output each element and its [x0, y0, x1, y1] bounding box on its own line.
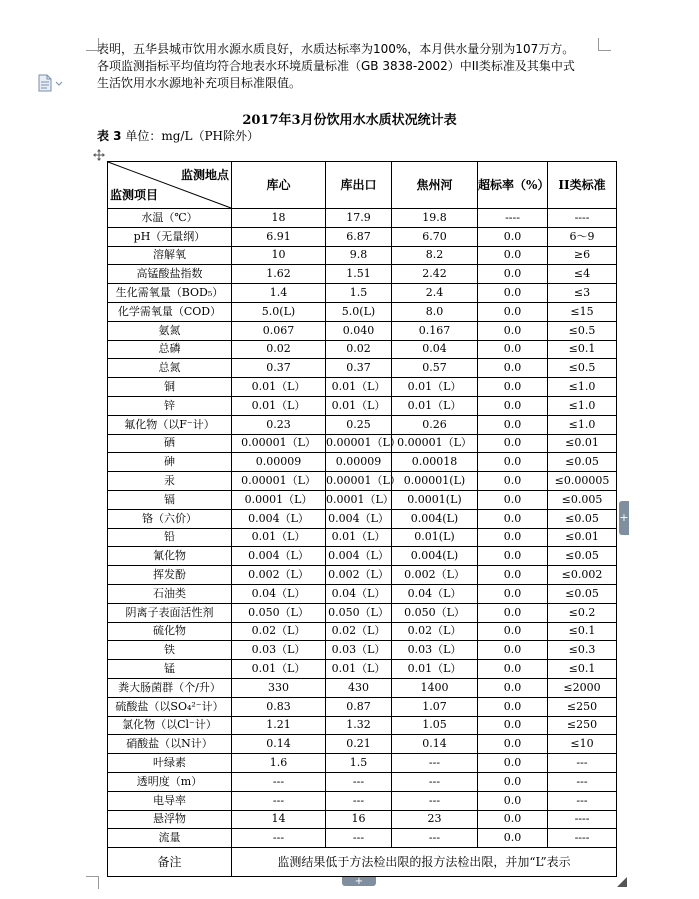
row-value-cell: 0.01（L）: [392, 660, 478, 679]
row-value-cell: ---: [548, 754, 617, 773]
row-value-cell: 0.0: [478, 697, 548, 716]
row-value-cell: 0.0: [478, 490, 548, 509]
table-row: [108, 829, 617, 848]
row-item-cell: 硝酸盐（以N计）: [108, 735, 232, 754]
row-value-cell: 2.42: [392, 265, 478, 284]
row-item-cell: 总氮: [108, 359, 232, 378]
row-value-cell: 8.0: [392, 302, 478, 321]
row-value-cell: 6.87: [326, 227, 392, 246]
table-row: [108, 622, 617, 641]
row-value-cell: 1.32: [326, 716, 392, 735]
row-value-cell: ---: [548, 791, 617, 810]
row-value-cell: 0.004(L): [392, 547, 478, 566]
row-item-cell: 石油类: [108, 584, 232, 603]
row-item-cell: 挥发酚: [108, 566, 232, 585]
row-value-cell: 0.02: [326, 340, 392, 359]
row-value-cell: 0.050（L）: [326, 603, 392, 622]
table-row: [108, 754, 617, 773]
row-value-cell: 0.0: [478, 566, 548, 585]
row-value-cell: 0.004（L）: [232, 547, 326, 566]
table-row: [108, 660, 617, 679]
row-value-cell: 0.00009: [326, 453, 392, 472]
row-value-cell: 0.01（L）: [232, 396, 326, 415]
row-value-cell: 1.5: [326, 284, 392, 303]
row-value-cell: 0.37: [326, 359, 392, 378]
row-value-cell: 17.9: [326, 209, 392, 228]
row-value-cell: 1.62: [232, 265, 326, 284]
table-row: [108, 321, 617, 340]
table-row: [108, 678, 617, 697]
row-item-cell: 生化需氧量（BOD₅）: [108, 284, 232, 303]
row-value-cell: 0.87: [326, 697, 392, 716]
row-value-cell: 0.01（L）: [232, 378, 326, 397]
row-value-cell: ≤0.5: [548, 359, 617, 378]
row-value-cell: ≤0.002: [548, 566, 617, 585]
row-value-cell: 0.002（L）: [392, 566, 478, 585]
row-value-cell: ---: [548, 772, 617, 791]
row-value-cell: ≤0.1: [548, 622, 617, 641]
row-value-cell: 0.03（L）: [232, 641, 326, 660]
row-value-cell: ----: [478, 209, 548, 228]
row-value-cell: 0.23: [232, 415, 326, 434]
row-item-cell: 铜: [108, 378, 232, 397]
row-value-cell: 0.01（L）: [326, 396, 392, 415]
row-value-cell: 0.002（L）: [326, 566, 392, 585]
row-item-cell: 镉: [108, 490, 232, 509]
row-value-cell: 0.067: [232, 321, 326, 340]
table-row: [108, 697, 617, 716]
row-value-cell: 1.4: [232, 284, 326, 303]
row-value-cell: ≤3: [548, 284, 617, 303]
row-value-cell: 5.0(L): [232, 302, 326, 321]
table-row: [108, 641, 617, 660]
row-value-cell: 1.21: [232, 716, 326, 735]
table-caption: [97, 127, 259, 144]
row-value-cell: 0.21: [326, 735, 392, 754]
row-value-cell: ≤1.0: [548, 378, 617, 397]
row-value-cell: 0.0: [478, 396, 548, 415]
table-row: [108, 735, 617, 754]
table-row: [108, 810, 617, 829]
row-value-cell: 0.0: [478, 302, 548, 321]
row-value-cell: 0.14: [392, 735, 478, 754]
row-value-cell: 0.00001（L）: [232, 434, 326, 453]
row-value-cell: 14: [232, 810, 326, 829]
row-value-cell: 1.05: [392, 716, 478, 735]
row-value-cell: ≤0.05: [548, 547, 617, 566]
row-value-cell: ---: [232, 829, 326, 848]
row-value-cell: ≤1.0: [548, 396, 617, 415]
row-value-cell: 0.02（L）: [392, 622, 478, 641]
row-value-cell: 0.0: [478, 340, 548, 359]
column-header: 超标率（%）: [478, 162, 548, 209]
table-row: [108, 490, 617, 509]
table-row: [108, 284, 617, 303]
header-item-label: 监测项目: [110, 188, 159, 202]
row-value-cell: 0.04（L）: [232, 584, 326, 603]
row-value-cell: ≤0.01: [548, 528, 617, 547]
row-value-cell: 0.14: [232, 735, 326, 754]
row-value-cell: 0.0: [478, 472, 548, 491]
row-value-cell: ---: [326, 772, 392, 791]
row-value-cell: 8.2: [392, 246, 478, 265]
table-row: [108, 453, 617, 472]
row-value-cell: 0.0: [478, 415, 548, 434]
row-value-cell: 0.0: [478, 735, 548, 754]
row-value-cell: ----: [548, 810, 617, 829]
row-item-cell: 透明度（m）: [108, 772, 232, 791]
table-row: [108, 434, 617, 453]
row-value-cell: 0.03（L）: [392, 641, 478, 660]
row-value-cell: 0.167: [392, 321, 478, 340]
row-value-cell: 0.04（L）: [326, 584, 392, 603]
table-title: 2017年3月份饮用水水质状况统计表: [242, 113, 457, 128]
table-row: [108, 528, 617, 547]
row-value-cell: 0.0: [478, 359, 548, 378]
paragraph-line: 各项监测指标平均值均符合地表水环境质量标准（GB 3838-2002）中II类标准及其集中式: [97, 59, 575, 73]
row-value-cell: 1.07: [392, 697, 478, 716]
row-value-cell: 0.02（L）: [326, 622, 392, 641]
row-item-cell: 阴离子表面活性剂: [108, 603, 232, 622]
row-value-cell: 0.37: [232, 359, 326, 378]
row-item-cell: 铅: [108, 528, 232, 547]
row-item-cell: 溶解氧: [108, 246, 232, 265]
row-value-cell: ≤0.1: [548, 340, 617, 359]
row-value-cell: 0.0: [478, 321, 548, 340]
row-value-cell: ≤1.0: [548, 415, 617, 434]
row-value-cell: 0.0: [478, 265, 548, 284]
row-value-cell: 0.00001（L）: [232, 472, 326, 491]
row-item-cell: 锰: [108, 660, 232, 679]
row-item-cell: 高锰酸盐指数: [108, 265, 232, 284]
row-value-cell: 0.02: [232, 340, 326, 359]
row-value-cell: 0.0: [478, 754, 548, 773]
row-value-cell: ≤250: [548, 697, 617, 716]
row-value-cell: 2.4: [392, 284, 478, 303]
row-value-cell: 0.00001（L）: [392, 434, 478, 453]
row-value-cell: 0.01（L）: [232, 528, 326, 547]
table-header-row: [108, 162, 617, 209]
row-value-cell: 0.02（L）: [232, 622, 326, 641]
row-value-cell: ≤0.5: [548, 321, 617, 340]
row-value-cell: 0.25: [326, 415, 392, 434]
table-row: [108, 509, 617, 528]
row-value-cell: ≤0.00005: [548, 472, 617, 491]
document-icon[interactable]: [36, 74, 66, 92]
table-row: [108, 378, 617, 397]
row-value-cell: 16: [326, 810, 392, 829]
row-item-cell: 铬（六价）: [108, 509, 232, 528]
row-value-cell: 1400: [392, 678, 478, 697]
margin-mark-bottom-left: [86, 876, 99, 889]
row-item-cell: 氰化物: [108, 547, 232, 566]
row-value-cell: 0.01（L）: [326, 528, 392, 547]
row-value-cell: ≤0.05: [548, 509, 617, 528]
row-value-cell: 0.00001(L): [392, 472, 478, 491]
row-value-cell: ≤2000: [548, 678, 617, 697]
row-value-cell: ---: [232, 791, 326, 810]
row-value-cell: 0.0: [478, 772, 548, 791]
row-value-cell: 6～9: [548, 227, 617, 246]
table-row: [108, 359, 617, 378]
row-value-cell: ≤0.01: [548, 434, 617, 453]
row-value-cell: 0.0: [478, 434, 548, 453]
note-text-cell: 监测结果低于方法检出限的报方法检出限，并加“L”表示: [232, 848, 617, 877]
water-quality-table: [107, 161, 617, 877]
row-value-cell: 0.26: [392, 415, 478, 434]
row-item-cell: 铁: [108, 641, 232, 660]
row-value-cell: ---: [392, 829, 478, 848]
column-header: 库出口: [326, 162, 392, 209]
row-item-cell: 硫化物: [108, 622, 232, 641]
row-value-cell: 10: [232, 246, 326, 265]
row-value-cell: ≤0.05: [548, 453, 617, 472]
row-value-cell: 0.0: [478, 791, 548, 810]
table-row: [108, 340, 617, 359]
row-value-cell: 0.004(L): [392, 509, 478, 528]
row-value-cell: 0.01（L）: [392, 378, 478, 397]
row-value-cell: 0.00001（L）: [326, 434, 392, 453]
row-value-cell: 0.0001（L）: [326, 490, 392, 509]
table-row: [108, 472, 617, 491]
row-value-cell: 1.5: [326, 754, 392, 773]
row-value-cell: 23: [392, 810, 478, 829]
row-value-cell: 18: [232, 209, 326, 228]
table-row: [108, 716, 617, 735]
table-number: 表 3: [97, 129, 122, 143]
row-item-cell: 硫酸盐（以SO₄²⁻计）: [108, 697, 232, 716]
row-value-cell: 0.0: [478, 227, 548, 246]
row-value-cell: ---: [392, 791, 478, 810]
row-value-cell: ≥6: [548, 246, 617, 265]
row-item-cell: 硒: [108, 434, 232, 453]
row-value-cell: 0.040: [326, 321, 392, 340]
table-row: [108, 603, 617, 622]
row-value-cell: 0.57: [392, 359, 478, 378]
row-value-cell: 0.004（L）: [232, 509, 326, 528]
row-item-cell: 总磷: [108, 340, 232, 359]
row-value-cell: 330: [232, 678, 326, 697]
row-value-cell: 0.01（L）: [326, 660, 392, 679]
row-value-cell: 0.0: [478, 378, 548, 397]
row-value-cell: 0.0: [478, 829, 548, 848]
row-value-cell: 0.0: [478, 284, 548, 303]
move-handle-icon[interactable]: [92, 148, 106, 162]
row-value-cell: ---: [392, 754, 478, 773]
row-item-cell: pH（无量纲）: [108, 227, 232, 246]
row-value-cell: ≤0.05: [548, 584, 617, 603]
row-item-cell: 锌: [108, 396, 232, 415]
row-value-cell: ≤0.2: [548, 603, 617, 622]
row-value-cell: ≤10: [548, 735, 617, 754]
table-row: [108, 209, 617, 228]
row-value-cell: 0.050（L）: [232, 603, 326, 622]
table-row: [108, 302, 617, 321]
row-value-cell: 0.0: [478, 716, 548, 735]
table-row: [108, 584, 617, 603]
row-value-cell: 9.8: [326, 246, 392, 265]
unit-prefix: 单位：: [125, 129, 162, 143]
row-value-cell: ≤0.3: [548, 641, 617, 660]
row-value-cell: 0.04: [392, 340, 478, 359]
row-value-cell: ----: [548, 829, 617, 848]
row-item-cell: 流量: [108, 829, 232, 848]
bottom-expand-tab[interactable]: +: [342, 877, 376, 886]
row-item-cell: 电导率: [108, 791, 232, 810]
row-value-cell: 0.0: [478, 660, 548, 679]
column-header: 焦州河: [392, 162, 478, 209]
row-value-cell: ----: [548, 209, 617, 228]
row-item-cell: 悬浮物: [108, 810, 232, 829]
table-row: [108, 547, 617, 566]
row-value-cell: 0.0: [478, 622, 548, 641]
row-value-cell: 0.0: [478, 453, 548, 472]
row-item-cell: 化学需氧量（COD）: [108, 302, 232, 321]
row-value-cell: ---: [392, 772, 478, 791]
row-value-cell: 1.6: [232, 754, 326, 773]
row-value-cell: 0.04（L）: [392, 584, 478, 603]
row-value-cell: 0.01（L）: [232, 660, 326, 679]
row-value-cell: 0.01(L): [392, 528, 478, 547]
row-value-cell: ≤4: [548, 265, 617, 284]
row-value-cell: 0.0001（L）: [232, 490, 326, 509]
paragraph-line: 生活饮用水水源地补充项目标准限值。: [97, 76, 302, 90]
table-note-row: [108, 848, 617, 877]
row-value-cell: 0.004（L）: [326, 547, 392, 566]
row-value-cell: 0.004（L）: [326, 509, 392, 528]
table-row: [108, 265, 617, 284]
row-value-cell: ---: [326, 791, 392, 810]
note-label-cell: 备注: [108, 848, 232, 877]
row-value-cell: 6.91: [232, 227, 326, 246]
row-item-cell: 砷: [108, 453, 232, 472]
row-value-cell: ---: [232, 772, 326, 791]
table-row: [108, 791, 617, 810]
row-value-cell: 0.03（L）: [326, 641, 392, 660]
row-value-cell: 0.01（L）: [392, 396, 478, 415]
table-row: [108, 246, 617, 265]
row-value-cell: 0.0: [478, 678, 548, 697]
side-expand-tab[interactable]: +: [619, 501, 629, 535]
row-value-cell: 0.0: [478, 584, 548, 603]
row-value-cell: 0.0001(L): [392, 490, 478, 509]
table-row: [108, 772, 617, 791]
row-value-cell: 0.83: [232, 697, 326, 716]
row-value-cell: 0.0: [478, 641, 548, 660]
row-value-cell: 0.0: [478, 528, 548, 547]
row-value-cell: 0.0: [478, 810, 548, 829]
intro-paragraph: [97, 41, 607, 92]
table-row: [108, 227, 617, 246]
row-value-cell: 0.0: [478, 603, 548, 622]
row-item-cell: 氯化物（以Cl⁻计）: [108, 716, 232, 735]
resize-grip-icon[interactable]: [617, 877, 627, 887]
row-value-cell: 0.0: [478, 509, 548, 528]
row-item-cell: 汞: [108, 472, 232, 491]
row-value-cell: 430: [326, 678, 392, 697]
row-item-cell: 水温（℃）: [108, 209, 232, 228]
unit-text: mg/L（PH除外）: [161, 129, 259, 143]
row-value-cell: 0.00018: [392, 453, 478, 472]
row-value-cell: 0.00001（L）: [326, 472, 392, 491]
row-value-cell: ≤250: [548, 716, 617, 735]
table-row: [108, 396, 617, 415]
row-value-cell: 0.0: [478, 547, 548, 566]
column-header: 库心: [232, 162, 326, 209]
row-value-cell: 19.8: [392, 209, 478, 228]
paragraph-line: 表明，五华县城市饮用水源水质良好，水质达标率为100%，本月供水量分别为107万方。: [97, 42, 575, 56]
row-value-cell: ≤0.1: [548, 660, 617, 679]
row-item-cell: 氟化物（以F⁻计）: [108, 415, 232, 434]
row-item-cell: 粪大肠菌群（个/升）: [108, 678, 232, 697]
row-value-cell: 1.51: [326, 265, 392, 284]
header-location-label: 监测地点: [180, 168, 229, 182]
row-value-cell: ---: [326, 829, 392, 848]
row-value-cell: 6.70: [392, 227, 478, 246]
row-value-cell: ≤0.005: [548, 490, 617, 509]
row-value-cell: 0.002（L）: [232, 566, 326, 585]
row-value-cell: 0.01（L）: [326, 378, 392, 397]
table-row: [108, 415, 617, 434]
row-value-cell: 0.00009: [232, 453, 326, 472]
header-corner-cell: [108, 162, 232, 209]
row-value-cell: 0.050（L）: [392, 603, 478, 622]
column-header: II类标准: [548, 162, 617, 209]
row-item-cell: 叶绿素: [108, 754, 232, 773]
row-value-cell: 0.0: [478, 246, 548, 265]
row-value-cell: ≤15: [548, 302, 617, 321]
table-row: [108, 566, 617, 585]
row-item-cell: 氨氮: [108, 321, 232, 340]
row-value-cell: 5.0(L): [326, 302, 392, 321]
